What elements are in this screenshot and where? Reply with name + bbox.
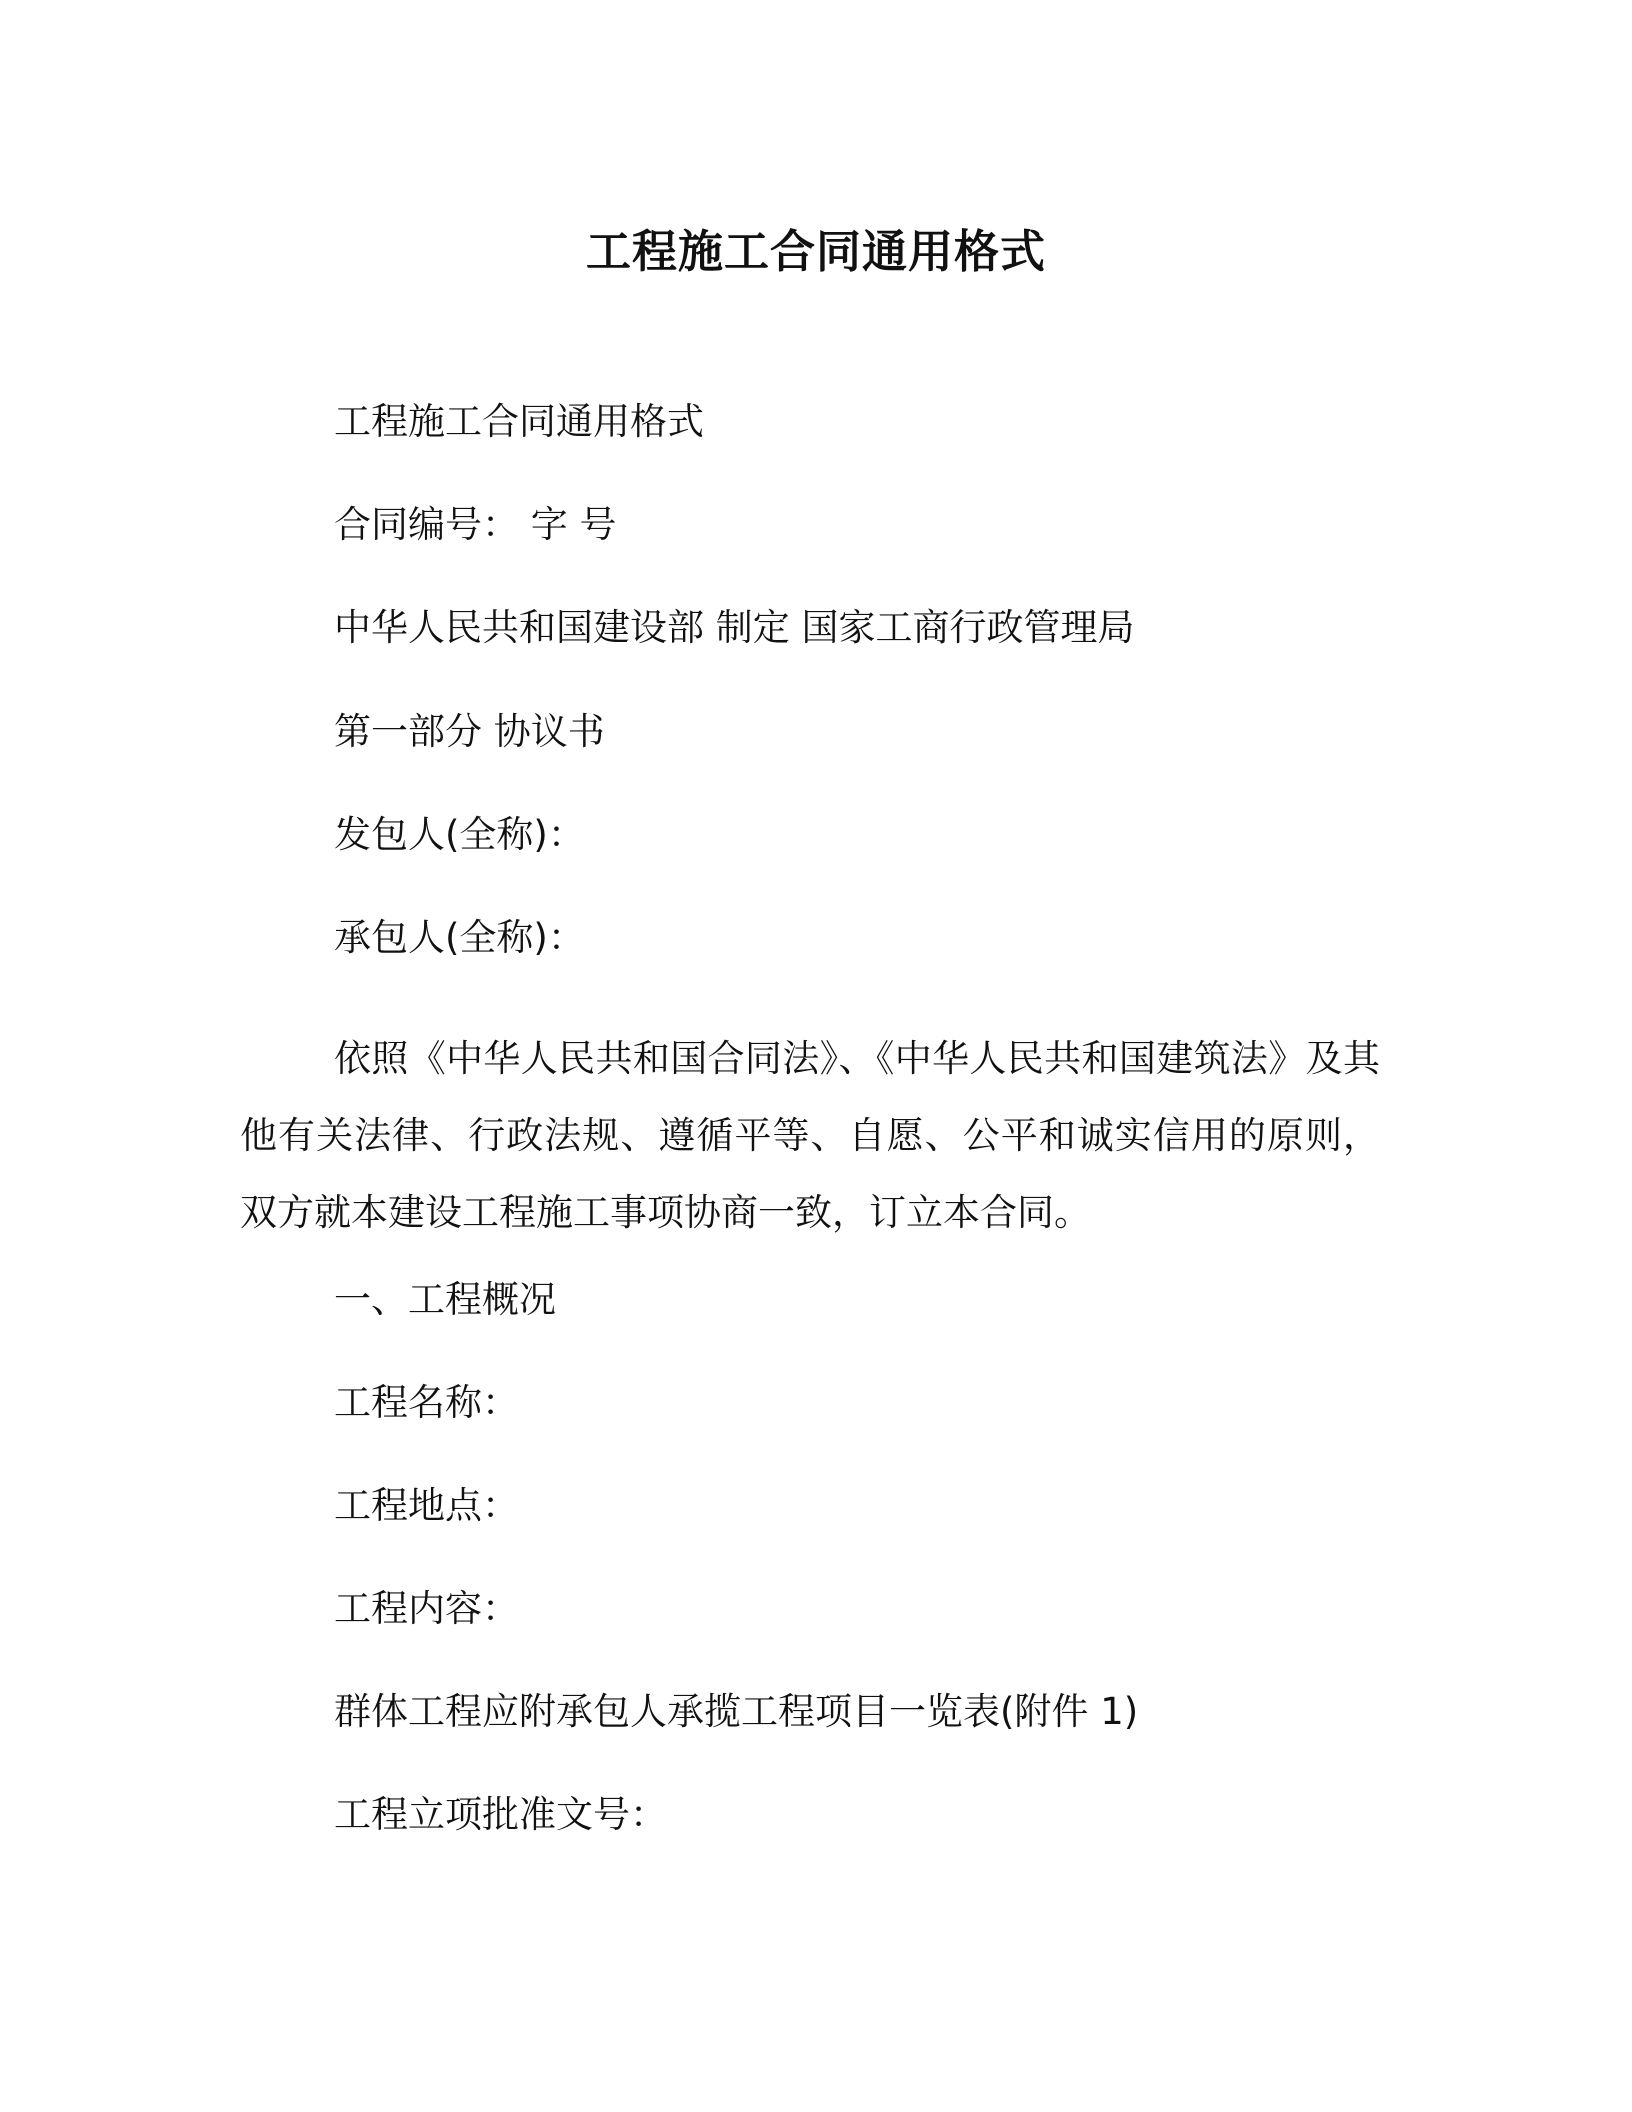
preamble-paragraph: 依照《中华人民共和国合同法》、《中华人民共和国建筑法》及其他有关法律、行政法规、遵循平等、自愿、公平和诚实信用的原则，双方就本建设工程施工事项协商一致，订立本合同。	[240, 1037, 1380, 1234]
contractor-line: 承包人(全称)：	[334, 916, 585, 959]
employer-line: 发包人(全称)：	[334, 813, 585, 856]
issuer-line: 中华人民共和国建设部 制定 国家工商行政管理局	[334, 606, 1135, 649]
project-location-field: 工程地点：	[334, 1484, 519, 1527]
project-name-field: 工程名称：	[334, 1381, 519, 1424]
approval-number-field: 工程立项批准文号：	[334, 1793, 667, 1836]
attachment-note: 群体工程应附承包人承揽工程项目一览表(附件 1)	[334, 1690, 1139, 1733]
part-heading: 第一部分 协议书	[334, 710, 605, 753]
section-heading: 一、工程概况	[334, 1278, 556, 1321]
contract-number-line: 合同编号： 字 号	[334, 503, 617, 546]
document-title: 工程施工合同通用格式	[585, 225, 1046, 278]
subtitle-line: 工程施工合同通用格式	[334, 400, 704, 443]
project-content-field: 工程内容：	[334, 1587, 519, 1630]
